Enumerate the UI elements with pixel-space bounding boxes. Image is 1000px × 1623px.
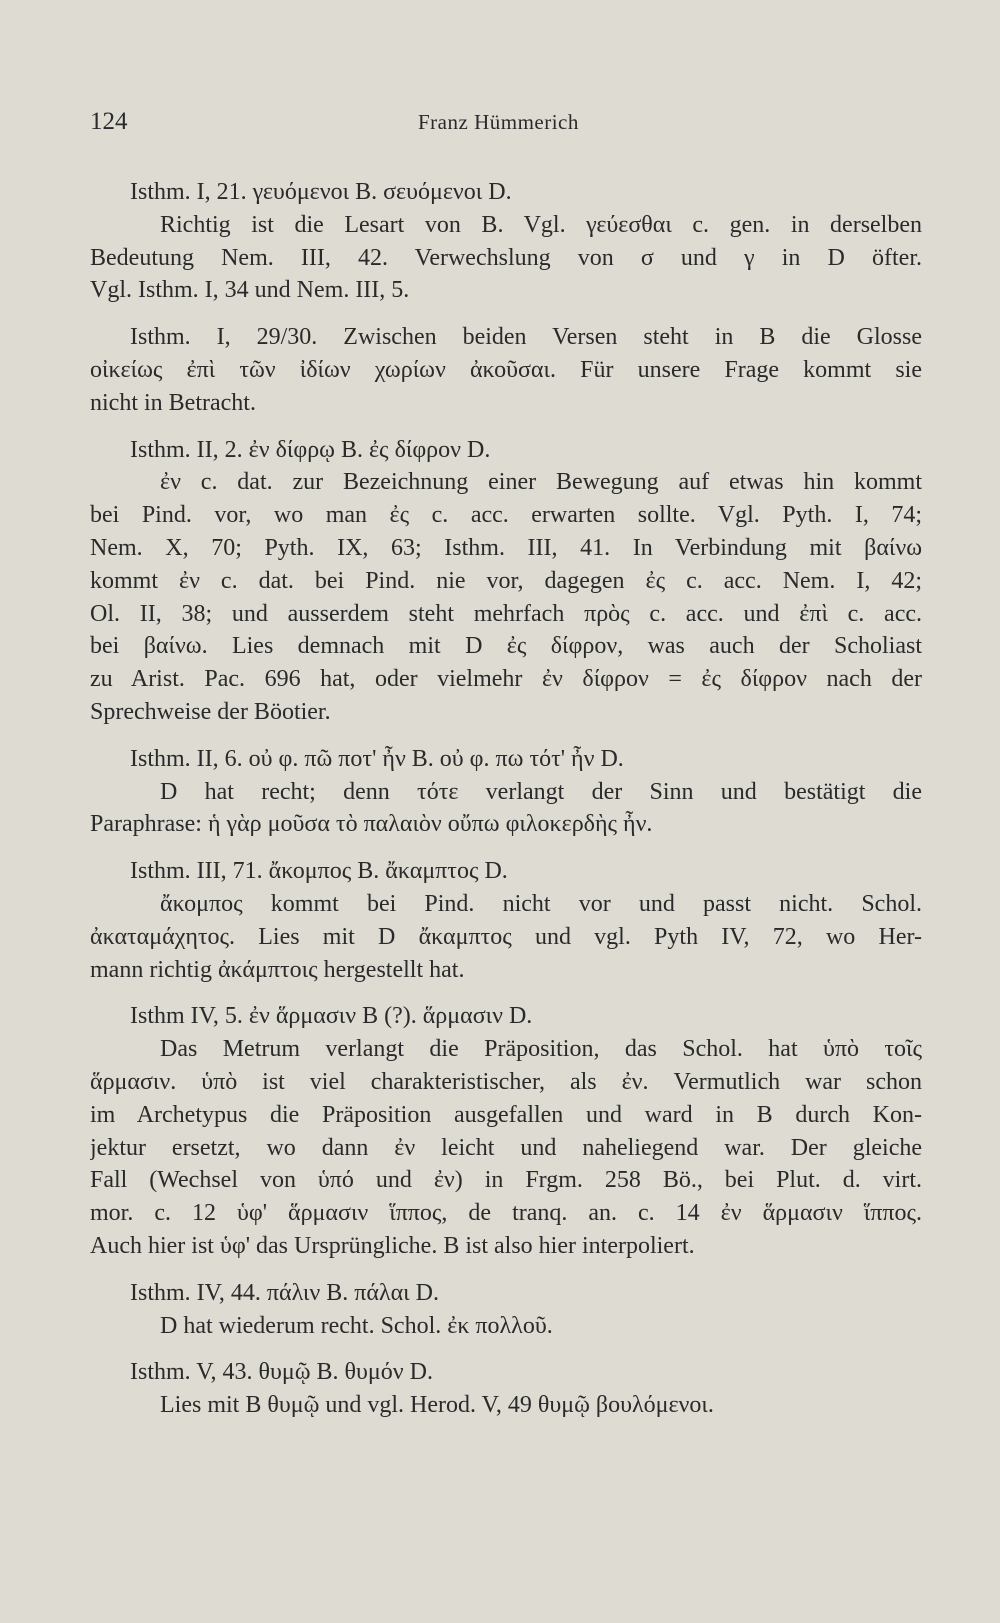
text-line: Richtig ist die Lesart von B. Vgl. γεύεσθαι c. gen. in derselben	[160, 211, 922, 238]
text-line: jektur ersetzt, wo dann ἐν leicht und naheliegend war. Der gleiche	[90, 1134, 922, 1161]
text-line: Nem. X, 70; Pyth. IX, 63; Isthm. III, 41. In Verbindung mit βαίνω	[90, 534, 922, 561]
entry-isthm-1-29	[90, 321, 922, 419]
text-line: ἄκομπος kommt bei Pind. nicht vor und passt nicht. Schol.	[160, 890, 922, 917]
page-body	[90, 176, 922, 1436]
running-head: Franz Hümmerich	[418, 110, 579, 134]
entry-reference: Isthm. I, 29/30. Zwischen beiden Versen steht in B die Glosse	[130, 324, 922, 351]
entry-reference: Isthm. II, 2. ἐν δίφρῳ B. ἐς δίφρον D.	[130, 436, 491, 463]
text-line: zu Arist. Pac. 696 hat, oder vielmehr ἐν δίφρον = ἐς δίφρον nach der	[90, 666, 922, 693]
text-line: im Archetypus die Präposition ausgefallen und ward in B durch Kon-	[90, 1101, 922, 1128]
entry-isthm-4-5	[90, 1000, 922, 1262]
text-line: mor. c. 12 ὑφ' ἅρμασιν ἵππος, de tranq. an. c. 14 ἐν ἅρμασιν ἵππος.	[90, 1200, 922, 1227]
text-line: kommt ἐν c. dat. bei Pind. nie vor, dagegen ἐς c. acc. Nem. I, 42;	[90, 567, 922, 594]
entry-reference: Isthm. II, 6. οὐ φ. πῶ ποτ' ἦν B. οὐ φ. πω τότ' ἦν D.	[130, 745, 624, 772]
text-line: D hat recht; denn τότε verlangt der Sinn und bestätigt die	[160, 778, 922, 805]
text-line: Fall (Wechsel von ὑπό und ἐν) in Frgm. 258 Bö., bei Plut. d. virt.	[90, 1167, 922, 1194]
text-line: Auch hier ist ὑφ' das Ursprüngliche. B ist also hier interpoliert.	[90, 1232, 695, 1259]
text-line: ἐν c. dat. zur Bezeichnung einer Bewegung auf etwas hin kommt	[160, 469, 922, 496]
text-line: Ol. II, 38; und ausserdem steht mehrfach πρὸς c. acc. und ἐπὶ c. acc.	[90, 600, 922, 627]
entry-isthm-3-71	[90, 855, 922, 986]
text-line: Paraphrase: ἡ γὰρ μοῦσα τὸ παλαιὸν οὔπω φιλοκερδὴς ἦν.	[90, 811, 653, 838]
text-line: Das Metrum verlangt die Präposition, das Schol. hat ὑπὸ τοῖς	[160, 1036, 922, 1063]
entry-isthm-2-2	[90, 434, 922, 729]
entry-reference: Isthm IV, 5. ἐν ἅρμασιν B (?). ἅρμασιν D.	[130, 1003, 533, 1030]
entry-reference: Isthm. I, 21. γευόμενοι B. σευόμενοι D.	[130, 179, 512, 205]
entry-reference: Isthm. IV, 44. πάλιν B. πάλαι D.	[130, 1279, 439, 1306]
text-line: Sprechweise der Böotier.	[90, 698, 331, 725]
entry-isthm-5-43	[90, 1356, 922, 1422]
entry-isthm-1-21	[90, 176, 922, 307]
entry-reference: Isthm. V, 43. θυμῷ B. θυμόν D.	[130, 1359, 433, 1386]
page-number: 124	[90, 108, 128, 135]
text-line: Bedeutung Nem. III, 42. Verwechslung von σ und γ in D öfter.	[90, 244, 922, 271]
entry-reference: Isthm. III, 71. ἄκομπος B. ἄκαμπτος D.	[130, 858, 508, 885]
text-line: ἀκαταμάχητος. Lies mit D ἄκαμπτος und vgl. Pyth IV, 72, wo Her-	[90, 923, 922, 950]
text-line: mann richtig ἀκάμπτοις hergestellt hat.	[90, 956, 465, 983]
text-line: nicht in Betracht.	[90, 389, 256, 416]
text-line: bei Pind. vor, wo man ἐς c. acc. erwarten sollte. Vgl. Pyth. I, 74;	[90, 502, 922, 529]
text-line: ἅρμασιν. ὑπὸ ist viel charakteristischer, als ἐν. Vermutlich war schon	[90, 1068, 922, 1095]
text-line: οἰκείως ἐπὶ τῶν ἰδίων χωρίων ἀκοῦσαι. Für unsere Frage kommt sie	[90, 356, 922, 383]
entry-isthm-4-44	[90, 1277, 922, 1343]
page-header	[90, 108, 910, 144]
text-line: Lies mit B θυμῷ und vgl. Herod. V, 49 θυμῷ βουλόμενοι.	[160, 1392, 714, 1419]
entry-isthm-2-6	[90, 743, 922, 841]
text-line: D hat wiederum recht. Schol. ἐκ πολλοῦ.	[160, 1312, 553, 1339]
text-line: bei βαίνω. Lies demnach mit D ἐς δίφρον, was auch der Scholiast	[90, 633, 922, 660]
text-line: Vgl. Isthm. I, 34 und Nem. III, 5.	[90, 277, 410, 304]
